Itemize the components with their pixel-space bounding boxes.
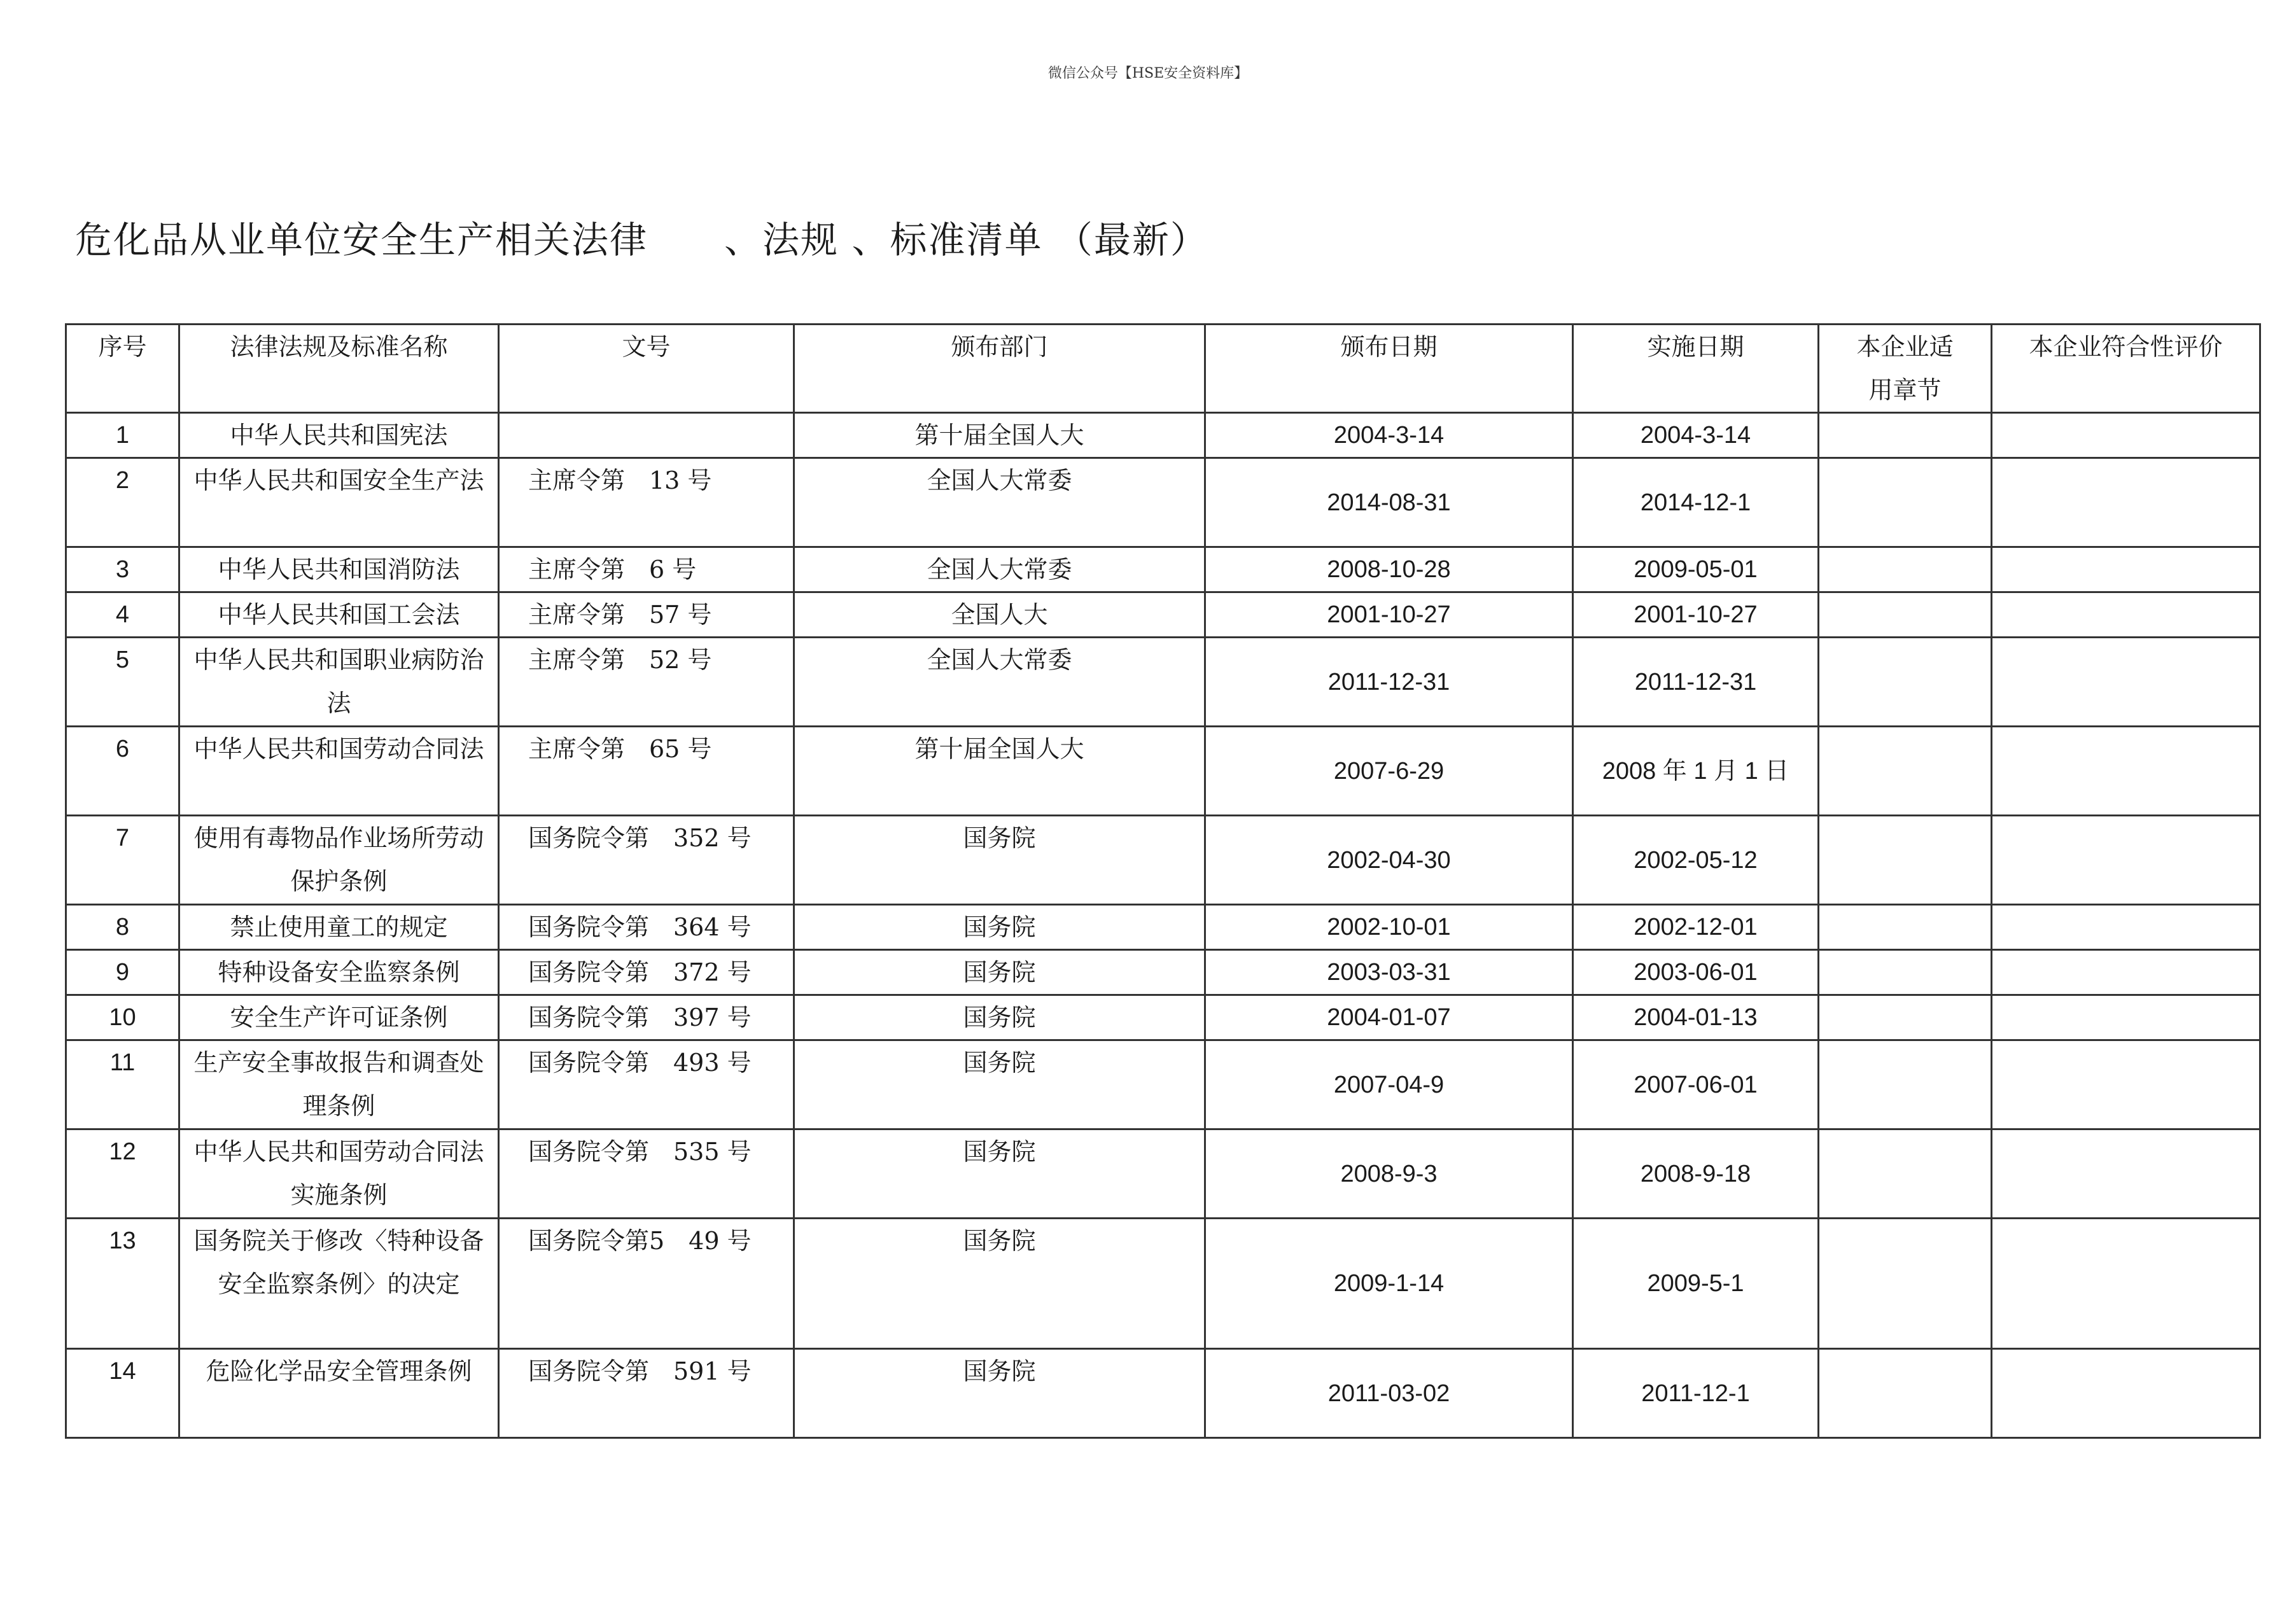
cell-dept: 国务院: [794, 1219, 1205, 1349]
cell-issue-date: 2011-03-02: [1205, 1349, 1573, 1438]
table-row: [66, 592, 2260, 638]
cell-no: 2: [66, 458, 179, 547]
cell-no: 8: [66, 905, 179, 950]
cell-dept: 全国人大常委: [794, 638, 1205, 727]
table-row: [66, 458, 2260, 547]
cell-no: 6: [66, 727, 179, 816]
table-row: [66, 1129, 2260, 1219]
cell-name: 生产安全事故报告和调查处理条例: [179, 1040, 499, 1129]
cell-compliance: [1992, 592, 2260, 638]
table-row: [66, 547, 2260, 592]
cell-doc-number: 国务院令第5 49 号: [499, 1219, 794, 1349]
table-row: [66, 816, 2260, 905]
cell-name: 中华人民共和国宪法: [179, 413, 499, 458]
cell-name: 中华人民共和国安全生产法: [179, 458, 499, 547]
cell-effective-date: 2004-01-13: [1573, 995, 1819, 1040]
cell-issue-date: 2001-10-27: [1205, 592, 1573, 638]
cell-no: 1: [66, 413, 179, 458]
cell-doc-number: 主席令第 57 号: [499, 592, 794, 638]
col-header-effective-date: 实施日期: [1573, 325, 1819, 413]
cell-applicable-chapter: [1819, 995, 1992, 1040]
cell-doc-number: 国务院令第 372 号: [499, 950, 794, 995]
cell-name: 特种设备安全监察条例: [179, 950, 499, 995]
cell-doc-number: 主席令第 6 号: [499, 547, 794, 592]
cell-name: 中华人民共和国劳动合同法实施条例: [179, 1129, 499, 1219]
cell-doc-number: 国务院令第 364 号: [499, 905, 794, 950]
cell-effective-date: 2008-9-18: [1573, 1129, 1819, 1219]
cell-no: 3: [66, 547, 179, 592]
cell-issue-date: 2007-04-9: [1205, 1040, 1573, 1129]
cell-applicable-chapter: [1819, 727, 1992, 816]
table-row: [66, 1219, 2260, 1349]
table-row: [66, 950, 2260, 995]
cell-applicable-chapter: [1819, 905, 1992, 950]
cell-name: 危险化学品安全管理条例: [179, 1349, 499, 1438]
col-header-doc-number: 文号: [499, 325, 794, 413]
cell-compliance: [1992, 547, 2260, 592]
cell-dept: 国务院: [794, 905, 1205, 950]
cell-no: 9: [66, 950, 179, 995]
cell-dept: 国务院: [794, 1129, 1205, 1219]
cell-no: 11: [66, 1040, 179, 1129]
cell-applicable-chapter: [1819, 1129, 1992, 1219]
cell-effective-date: 2007-06-01: [1573, 1040, 1819, 1129]
cell-name: 禁止使用童工的规定: [179, 905, 499, 950]
cell-applicable-chapter: [1819, 1040, 1992, 1129]
cell-issue-date: 2004-01-07: [1205, 995, 1573, 1040]
cell-dept: 全国人大常委: [794, 547, 1205, 592]
cell-issue-date: 2007-6-29: [1205, 727, 1573, 816]
cell-issue-date: 2009-1-14: [1205, 1219, 1573, 1349]
cell-doc-number: 主席令第 13 号: [499, 458, 794, 547]
cell-applicable-chapter: [1819, 950, 1992, 995]
cell-effective-date: 2001-10-27: [1573, 592, 1819, 638]
table-row: [66, 1040, 2260, 1129]
cell-issue-date: 2002-10-01: [1205, 905, 1573, 950]
cell-applicable-chapter: [1819, 413, 1992, 458]
col-header-dept: 颁布部门: [794, 325, 1205, 413]
cell-issue-date: 2002-04-30: [1205, 816, 1573, 905]
cell-effective-date: 2009-5-1: [1573, 1219, 1819, 1349]
cell-compliance: [1992, 1349, 2260, 1438]
cell-compliance: [1992, 413, 2260, 458]
cell-compliance: [1992, 638, 2260, 727]
cell-compliance: [1992, 1219, 2260, 1349]
cell-applicable-chapter: [1819, 1349, 1992, 1438]
table-row: [66, 638, 2260, 727]
cell-name: 中华人民共和国工会法: [179, 592, 499, 638]
cell-doc-number: 国务院令第 591 号: [499, 1349, 794, 1438]
cell-doc-number: 国务院令第 493 号: [499, 1040, 794, 1129]
table-row: [66, 727, 2260, 816]
cell-name: 中华人民共和国消防法: [179, 547, 499, 592]
cell-name: 安全生产许可证条例: [179, 995, 499, 1040]
cell-applicable-chapter: [1819, 592, 1992, 638]
col-header-no: 序号: [66, 325, 179, 413]
regulations-table: [65, 323, 2261, 1439]
cell-dept: 国务院: [794, 1040, 1205, 1129]
cell-doc-number: 主席令第 65 号: [499, 727, 794, 816]
cell-effective-date: 2008 年 1 月 1 日: [1573, 727, 1819, 816]
cell-effective-date: 2011-12-31: [1573, 638, 1819, 727]
cell-no: 4: [66, 592, 179, 638]
cell-doc-number: [499, 413, 794, 458]
cell-compliance: [1992, 1040, 2260, 1129]
cell-name: 使用有毒物品作业场所劳动保护条例: [179, 816, 499, 905]
cell-compliance: [1992, 458, 2260, 547]
cell-dept: 第十届全国人大: [794, 413, 1205, 458]
cell-no: 14: [66, 1349, 179, 1438]
col-header-applicable-chapter: 本企业适用章节: [1819, 325, 1992, 413]
cell-dept: 第十届全国人大: [794, 727, 1205, 816]
document-title: 危化品从业单位安全生产相关法律 、法规 、标准清单 （最新）: [75, 218, 1208, 262]
cell-dept: 国务院: [794, 950, 1205, 995]
cell-dept: 国务院: [794, 816, 1205, 905]
cell-compliance: [1992, 995, 2260, 1040]
table-row: [66, 413, 2260, 458]
cell-doc-number: 国务院令第 397 号: [499, 995, 794, 1040]
cell-no: 13: [66, 1219, 179, 1349]
cell-name: 中华人民共和国职业病防治法: [179, 638, 499, 727]
cell-effective-date: 2003-06-01: [1573, 950, 1819, 995]
cell-effective-date: 2009-05-01: [1573, 547, 1819, 592]
cell-issue-date: 2004-3-14: [1205, 413, 1573, 458]
cell-compliance: [1992, 1129, 2260, 1219]
cell-issue-date: 2003-03-31: [1205, 950, 1573, 995]
cell-dept: 国务院: [794, 1349, 1205, 1438]
cell-applicable-chapter: [1819, 816, 1992, 905]
cell-compliance: [1992, 816, 2260, 905]
cell-applicable-chapter: [1819, 547, 1992, 592]
table-row: [66, 1349, 2260, 1438]
cell-applicable-chapter: [1819, 1219, 1992, 1349]
table-row: [66, 905, 2260, 950]
cell-doc-number: 主席令第 52 号: [499, 638, 794, 727]
cell-effective-date: 2014-12-1: [1573, 458, 1819, 547]
cell-name: 中华人民共和国劳动合同法: [179, 727, 499, 816]
cell-issue-date: 2008-10-28: [1205, 547, 1573, 592]
col-header-issue-date: 颁布日期: [1205, 325, 1573, 413]
cell-doc-number: 国务院令第 352 号: [499, 816, 794, 905]
cell-issue-date: 2014-08-31: [1205, 458, 1573, 547]
cell-issue-date: 2008-9-3: [1205, 1129, 1573, 1219]
cell-issue-date: 2011-12-31: [1205, 638, 1573, 727]
cell-compliance: [1992, 727, 2260, 816]
cell-effective-date: 2004-3-14: [1573, 413, 1819, 458]
col-header-name: 法律法规及标准名称: [179, 325, 499, 413]
table-row: [66, 995, 2260, 1040]
col-header-compliance: 本企业符合性评价: [1992, 325, 2260, 413]
cell-no: 5: [66, 638, 179, 727]
cell-no: 7: [66, 816, 179, 905]
cell-compliance: [1992, 950, 2260, 995]
cell-doc-number: 国务院令第 535 号: [499, 1129, 794, 1219]
cell-compliance: [1992, 905, 2260, 950]
cell-applicable-chapter: [1819, 638, 1992, 727]
header-note: 微信公众号【HSE安全资料库】: [1047, 66, 1249, 81]
cell-applicable-chapter: [1819, 458, 1992, 547]
cell-dept: 全国人大常委: [794, 458, 1205, 547]
cell-effective-date: 2002-12-01: [1573, 905, 1819, 950]
cell-effective-date: 2011-12-1: [1573, 1349, 1819, 1438]
cell-dept: 全国人大: [794, 592, 1205, 638]
cell-dept: 国务院: [794, 995, 1205, 1040]
cell-no: 12: [66, 1129, 179, 1219]
cell-name: 国务院关于修改〈特种设备安全监察条例〉的决定: [179, 1219, 499, 1349]
table-header-row: [66, 325, 2260, 413]
cell-effective-date: 2002-05-12: [1573, 816, 1819, 905]
cell-no: 10: [66, 995, 179, 1040]
